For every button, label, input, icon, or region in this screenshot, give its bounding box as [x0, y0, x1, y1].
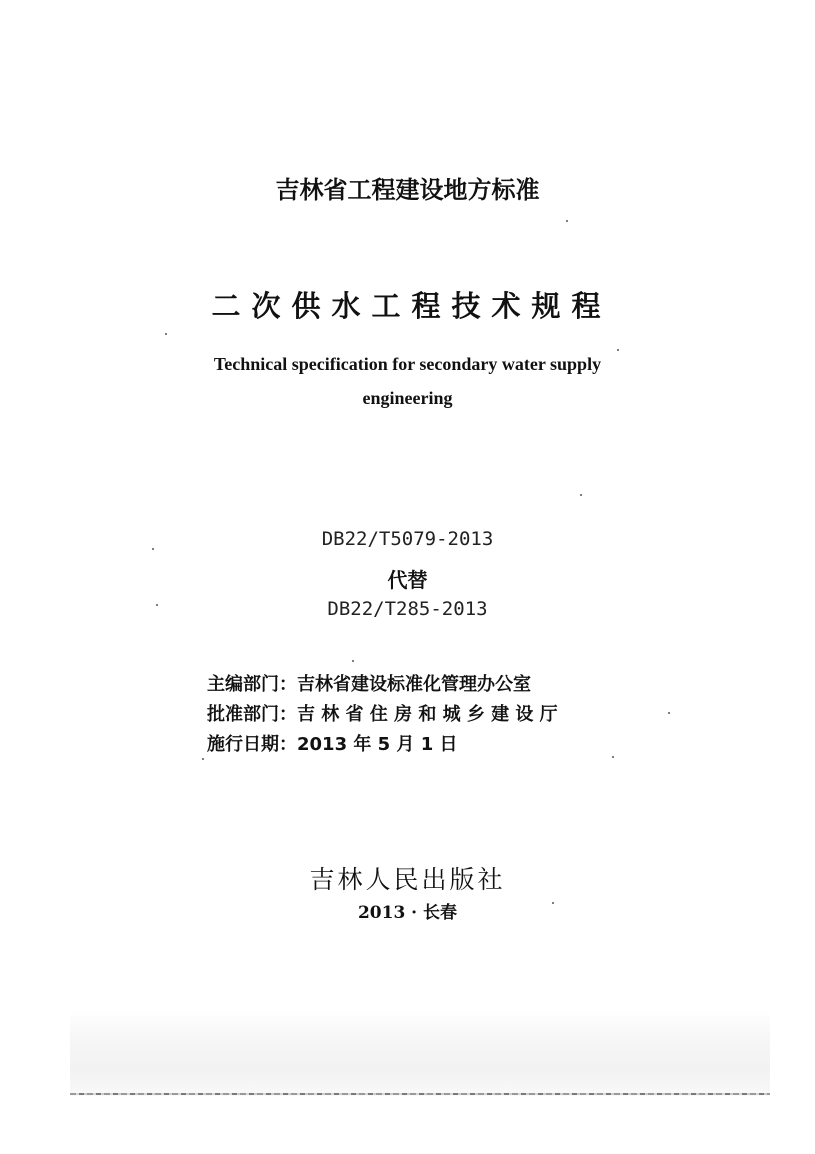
replaced-code: DB22/T285-2013 — [327, 598, 488, 620]
editor-department: 主编部门：吉林省建设标准化管理办公室 — [207, 674, 531, 695]
approval-department: 批准部门：吉 林 省 住 房 和 城 乡 建 设 厅 — [207, 704, 558, 725]
english-title-line2: engineering — [362, 388, 453, 408]
scan-speck — [668, 712, 670, 714]
main-title: 二次供水工程技术规程 — [211, 289, 612, 323]
standard-code: DB22/T5079-2013 — [321, 528, 494, 550]
publication-info — [207, 670, 558, 760]
series-title: 吉林省工程建设地方标准 — [275, 176, 540, 204]
english-title-line1: Technical specification for secondary water supply — [213, 354, 602, 374]
scan-speck — [165, 333, 167, 335]
scan-shadow-band — [70, 1010, 770, 1096]
replace-label: 代替 — [387, 568, 428, 592]
effective-date: 施行日期：2013 年 5 月 1 日 — [207, 734, 458, 755]
scan-speck — [152, 548, 154, 550]
scan-speck — [580, 494, 582, 496]
scan-speck — [552, 902, 554, 904]
publish-year-place: 2013 · 长春 — [357, 903, 458, 923]
scan-speck — [156, 604, 158, 606]
scan-speck — [202, 758, 204, 760]
scan-edge-line — [70, 1093, 770, 1095]
scan-speck — [617, 349, 619, 351]
scan-speck — [612, 756, 614, 758]
scan-speck — [566, 220, 568, 222]
scan-speck — [352, 660, 354, 662]
publisher: 吉林人民出版社 — [309, 865, 506, 894]
